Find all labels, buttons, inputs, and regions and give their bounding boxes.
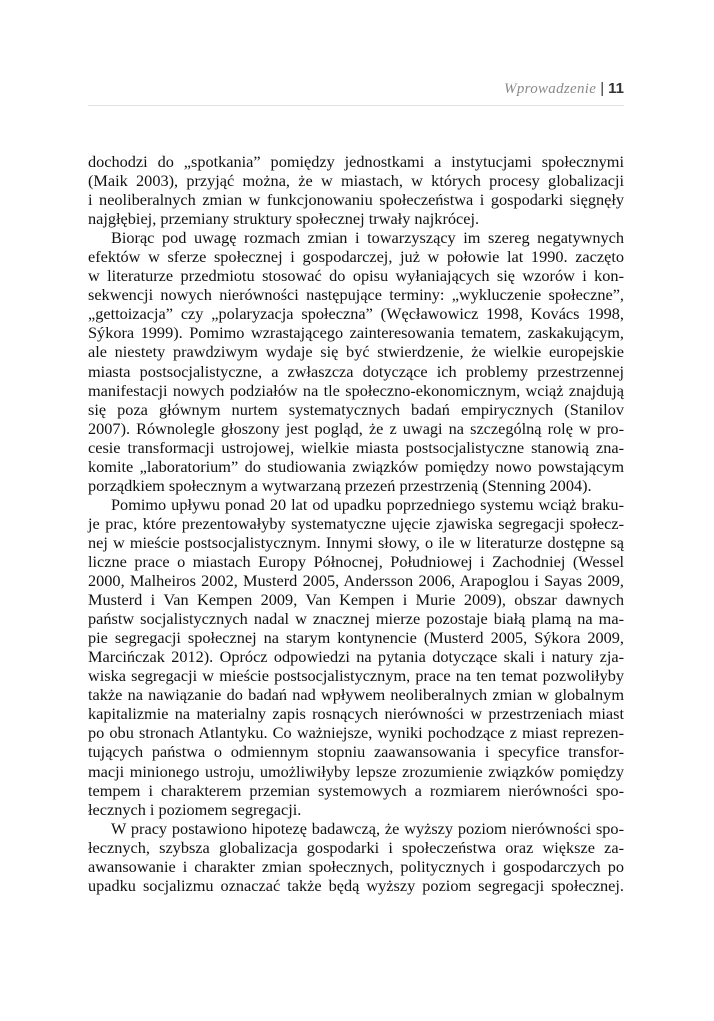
text-line: macji minionego ustroju, umożliwiłyby lepsze zrozumienie związków pomiędzy <box>88 761 624 781</box>
text-line: cesie transformacji ustrojowej, wielkie miasta postsocjalistyczne stanowią zna- <box>88 437 624 457</box>
paragraph <box>88 495 624 819</box>
text-line: Musterd i Van Kempen 2009, Van Kempen i Murie 2009), obszar dawnych <box>88 590 624 610</box>
text-line: tempem i charakterem przemian systemowych a rozmiarem nierówności spo- <box>88 780 624 800</box>
text-line: porządkiem społecznym a wytwarzaną przezeń przestrzenią (Stenning 2004). <box>88 475 592 495</box>
running-header <box>88 80 624 98</box>
text-line: manifestacji nowych podziałów na tle społeczno-ekonomicznym, wciąż znajdują <box>88 380 624 400</box>
text-line: dochodzi do „spotkania” pomiędzy jednostkami a instytucjami społecznymi <box>88 152 624 171</box>
text-line: się poza głównym nurtem systematycznych badań empirycznych (Stanilov <box>88 399 624 419</box>
text-line: awansowanie i charakter zmian społecznych, politycznych i gospodarczych po <box>88 856 624 876</box>
text-line: Pomimo upływu ponad 20 lat od upadku poprzedniego systemu wciąż braku- <box>111 494 624 514</box>
text-line: 2000, Malheiros 2002, Musterd 2005, Andersson 2006, Arapoglou i Sayas 2009, <box>88 571 624 591</box>
paragraph <box>88 152 624 228</box>
text-line: nej w mieście postsocjalistycznym. Innymi słowy, o ile w literaturze dostępne są <box>88 532 624 552</box>
text-line: kapitalizmie na materialny zapis rosnących nierówności w przestrzeniach miast <box>88 704 624 724</box>
header-rule <box>88 105 624 106</box>
text-line: Sýkora 1999). Pomimo wzrastającego zainteresowania tematem, zaskakującym, <box>88 323 624 343</box>
body-text <box>88 152 624 895</box>
text-line: pie segregacji społecznej na starym kontynencie (Musterd 2005, Sýkora 2009, <box>88 628 624 648</box>
text-line: (Maik 2003), przyjąć można, że w miastach, w których procesy globalizacji <box>88 171 624 191</box>
text-line: W pracy postawiono hipotezę badawczą, że wyższy poziom nierówności spo- <box>111 818 624 838</box>
text-line: i neoliberalnych zmian w funkcjonowaniu społeczeństwa i gospodarki sięgnęły <box>88 190 624 210</box>
text-line: efektów w sferze społecznej i gospodarczej, już w połowie lat 1990. zaczęto <box>88 247 624 267</box>
text-line: je prac, które prezentowałyby systematyczne ujęcie zjawiska segregacji społecz- <box>88 513 624 533</box>
header-separator: | <box>600 80 605 97</box>
page-number: 11 <box>608 80 624 97</box>
text-line: także na nawiązanie do badań nad wpływem neoliberalnych zmian w globalnym <box>88 685 624 705</box>
text-line: ale niestety prawdziwym wydaje się być stwierdzenie, że wielkie europejskie <box>88 342 624 362</box>
text-line: po obu stronach Atlantyku. Co ważniejsze, wyniki pochodzące z miast reprezen- <box>88 723 624 743</box>
paragraph <box>88 228 624 495</box>
text-line: łecznych, szybsza globalizacja gospodarki i społeczeństwa oraz większe za- <box>88 837 624 857</box>
text-line: sekwencji nowych nierówności następujące terminy: „wykluczenie społeczne”, <box>88 285 624 305</box>
text-line: 2007). Równolegle głoszony jest pogląd, że z uwagi na szczególną rolę w pro- <box>88 418 624 438</box>
text-line: „gettoizacja” czy „polaryzacja społeczna” (Węcławowicz 1998, Kovács 1998, <box>88 304 624 324</box>
text-line: Biorąc pod uwagę rozmach zmian i towarzyszący im szereg negatywnych <box>111 228 624 248</box>
text-line: w literaturze przedmiotu stosować do opisu wyłaniających się wzorów i kon- <box>88 266 624 286</box>
text-line: upadku socjalizmu oznaczać także będą wyższy poziom segregacji społecznej. <box>88 875 624 895</box>
text-line: komite „laboratorium” do studiowania związków pomiędzy nowo powstającym <box>88 456 624 476</box>
chapter-title: Wprowadzenie <box>504 81 597 97</box>
text-line: miasta postsocjalistyczne, a zwłaszcza dotyczące ich problemy przestrzennej <box>88 361 624 381</box>
text-line: najgłębiej, przemiany struktury społecznej trwały najkrócej. <box>88 209 480 229</box>
paragraph <box>88 819 624 895</box>
text-line: łecznych i poziomem segregacji. <box>88 799 302 819</box>
text-line: liczne prace o miastach Europy Północnej, Południowej i Zachodniej (Wessel <box>88 551 624 571</box>
text-line: Marcińczak 2012). Oprócz odpowiedzi na pytania dotyczące skali i natury zja- <box>88 647 624 667</box>
text-line: państw socjalistycznych nadal w znacznej mierze pozostaje białą plamą na ma- <box>88 609 624 629</box>
text-line: wiska segregacji w mieście postsocjalistycznym, prace na ten temat pozwoliłyby <box>88 666 624 686</box>
text-line: tujących państwa o odmiennym stopniu zaawansowania i specyfice transfor- <box>88 742 624 762</box>
